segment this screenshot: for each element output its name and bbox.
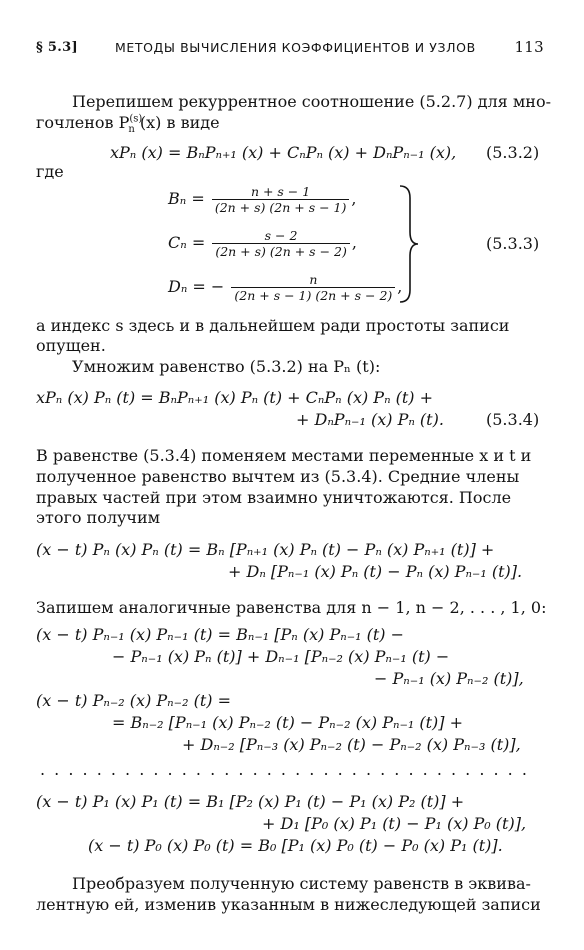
equation-C-line-2: = Bₙ₋₂ [Pₙ₋₁ (x) Pₙ₋₂ (t) − Pₙ₋₂ (x) Pₙ₋₁ (t)] + <box>112 713 464 732</box>
ellipsis-row: . . . . . . . . . . . . . . . . . . . . . . . . . . . . . . . . . . . <box>40 760 529 779</box>
paragraph-6-line-2: лентную ей, изменив указанным в нижеследующей записи <box>36 895 541 914</box>
paragraph-4-line-2: полученное равенство вычтем из (5.3.4). Средние члены <box>36 467 520 486</box>
Bn-numerator: n + s − 1 <box>212 184 350 200</box>
equation-B-line-3: − Pₙ₋₁ (x) Pₙ₋₂ (t)], <box>374 669 524 688</box>
p1-line2-rest: (x) в виде <box>139 113 220 132</box>
equation-Dn: Dₙ = − $\frac{n}{(2n + s - 1) (2n + s - 2)}$ , <box>168 272 403 303</box>
equation-Bn: Bₙ = $\frac{n + s - 1}{(2n + s) (2n + s - 1)}$ , <box>168 184 357 215</box>
p1-sup: (s) <box>129 113 143 125</box>
p1-line2-text: гочленов P <box>36 113 130 132</box>
page-number: 113 <box>514 38 544 56</box>
paragraph-1-line-1: Перепишем рекуррентное соотношение (5.2.7) для мно- <box>72 92 552 111</box>
equation-5-3-4-line-1: xPₙ (x) Pₙ (t) = BₙPₙ₊₁ (x) Pₙ (t) + CₙPₙ (x) Pₙ (t) + <box>36 388 434 407</box>
Cn-fraction <box>212 228 350 259</box>
Dn-numerator: n <box>231 272 395 288</box>
paragraph-2-line-1: а индекс s здесь и в дальнейшем ради простоты записи <box>36 316 510 335</box>
equation-C-line-3: + Dₙ₋₂ [Pₙ₋₃ (x) Pₙ₋₂ (t) − Pₙ₋₂ (x) Pₙ₋₃ (t)], <box>182 735 521 754</box>
equation-number-5-3-2: (5.3.2) <box>486 143 540 162</box>
Dn-fraction <box>231 272 395 303</box>
p1-sub: n <box>128 124 135 136</box>
paragraph-1-line-2 <box>36 113 220 135</box>
Dn-lhs: Dₙ = − <box>168 277 225 296</box>
equation-B-line-1: (x − t) Pₙ₋₁ (x) Pₙ₋₁ (t) = Bₙ₋₁ [Pₙ (x) Pₙ₋₁ (t) − <box>36 625 405 644</box>
equation-C-line-1: (x − t) Pₙ₋₂ (x) Pₙ₋₂ (t) = <box>36 691 231 710</box>
section-marker: § 5.3] <box>36 40 78 55</box>
paragraph-5: Запишем аналогичные равенства для n − 1, n − 2, . . . , 1, 0: <box>36 598 547 617</box>
equation-D-line-2: + D₁ [P₀ (x) P₁ (t) − P₁ (x) P₀ (t)], <box>262 814 527 833</box>
equation-E: (x − t) P₀ (x) P₀ (t) = B₀ [P₁ (x) P₀ (t) − P₀ (x) P₁ (t)]. <box>88 836 503 855</box>
Cn-denominator: (2n + s) (2n + s − 2) <box>215 244 347 259</box>
equation-D-line-1: (x − t) P₁ (x) P₁ (t) = B₁ [P₂ (x) P₁ (t) − P₁ (x) P₂ (t)] + <box>36 792 465 811</box>
paragraph-4-line-1: В равенстве (5.3.4) поменяем местами переменные x и t и <box>36 446 532 465</box>
equation-number-5-3-3: (5.3.3) <box>486 234 540 253</box>
Cn-numerator: s − 2 <box>212 228 350 244</box>
paragraph-4-line-4: этого получим <box>36 508 161 527</box>
equation-Cn: Cₙ = $\frac{s - 2}{(2n + s) (2n + s - 2)}$ , <box>168 228 357 259</box>
Bn-denominator: (2n + s) (2n + s − 1) <box>214 200 347 215</box>
paragraph-6-line-1: Преобразуем полученную систему равенств в эквива- <box>72 874 531 893</box>
equation-B-line-2: − Pₙ₋₁ (x) Pₙ (t)] + Dₙ₋₁ [Pₙ₋₂ (x) Pₙ₋₁ (t) − <box>112 647 450 666</box>
right-brace <box>396 184 420 304</box>
Bn-fraction <box>212 184 350 215</box>
Cn-lhs: Cₙ = <box>168 233 206 252</box>
paragraph-3: Умножим равенство (5.3.2) на Pₙ (t): <box>72 357 381 376</box>
equation-number-5-3-4: (5.3.4) <box>486 410 540 429</box>
equation-A-line-2: + Dₙ [Pₙ₋₁ (x) Pₙ (t) − Pₙ (x) Pₙ₋₁ (t)]. <box>228 562 523 581</box>
paragraph-4-line-3: правых частей при этом взаимно уничтожаются. После <box>36 488 512 507</box>
running-title: МЕТОДЫ ВЫЧИСЛЕНИЯ КОЭФФИЦИЕНТОВ И УЗЛОВ <box>115 40 476 55</box>
where-word: где <box>36 162 64 181</box>
paragraph-2-line-2: опущен. <box>36 336 106 355</box>
Dn-denominator: (2n + s − 1) (2n + s − 2) <box>234 288 393 303</box>
equation-A-line-1: (x − t) Pₙ (x) Pₙ (t) = Bₙ [Pₙ₊₁ (x) Pₙ (t) − Pₙ (x) Pₙ₊₁ (t)] + <box>36 540 495 559</box>
equation-5-3-2: xPₙ (x) = BₙPₙ₊₁ (x) + CₙPₙ (x) + DₙPₙ₋₁ (x), <box>110 143 457 162</box>
Bn-lhs: Bₙ = <box>168 189 205 208</box>
equation-5-3-4-line-2: + DₙPₙ₋₁ (x) Pₙ (t). <box>296 410 444 429</box>
